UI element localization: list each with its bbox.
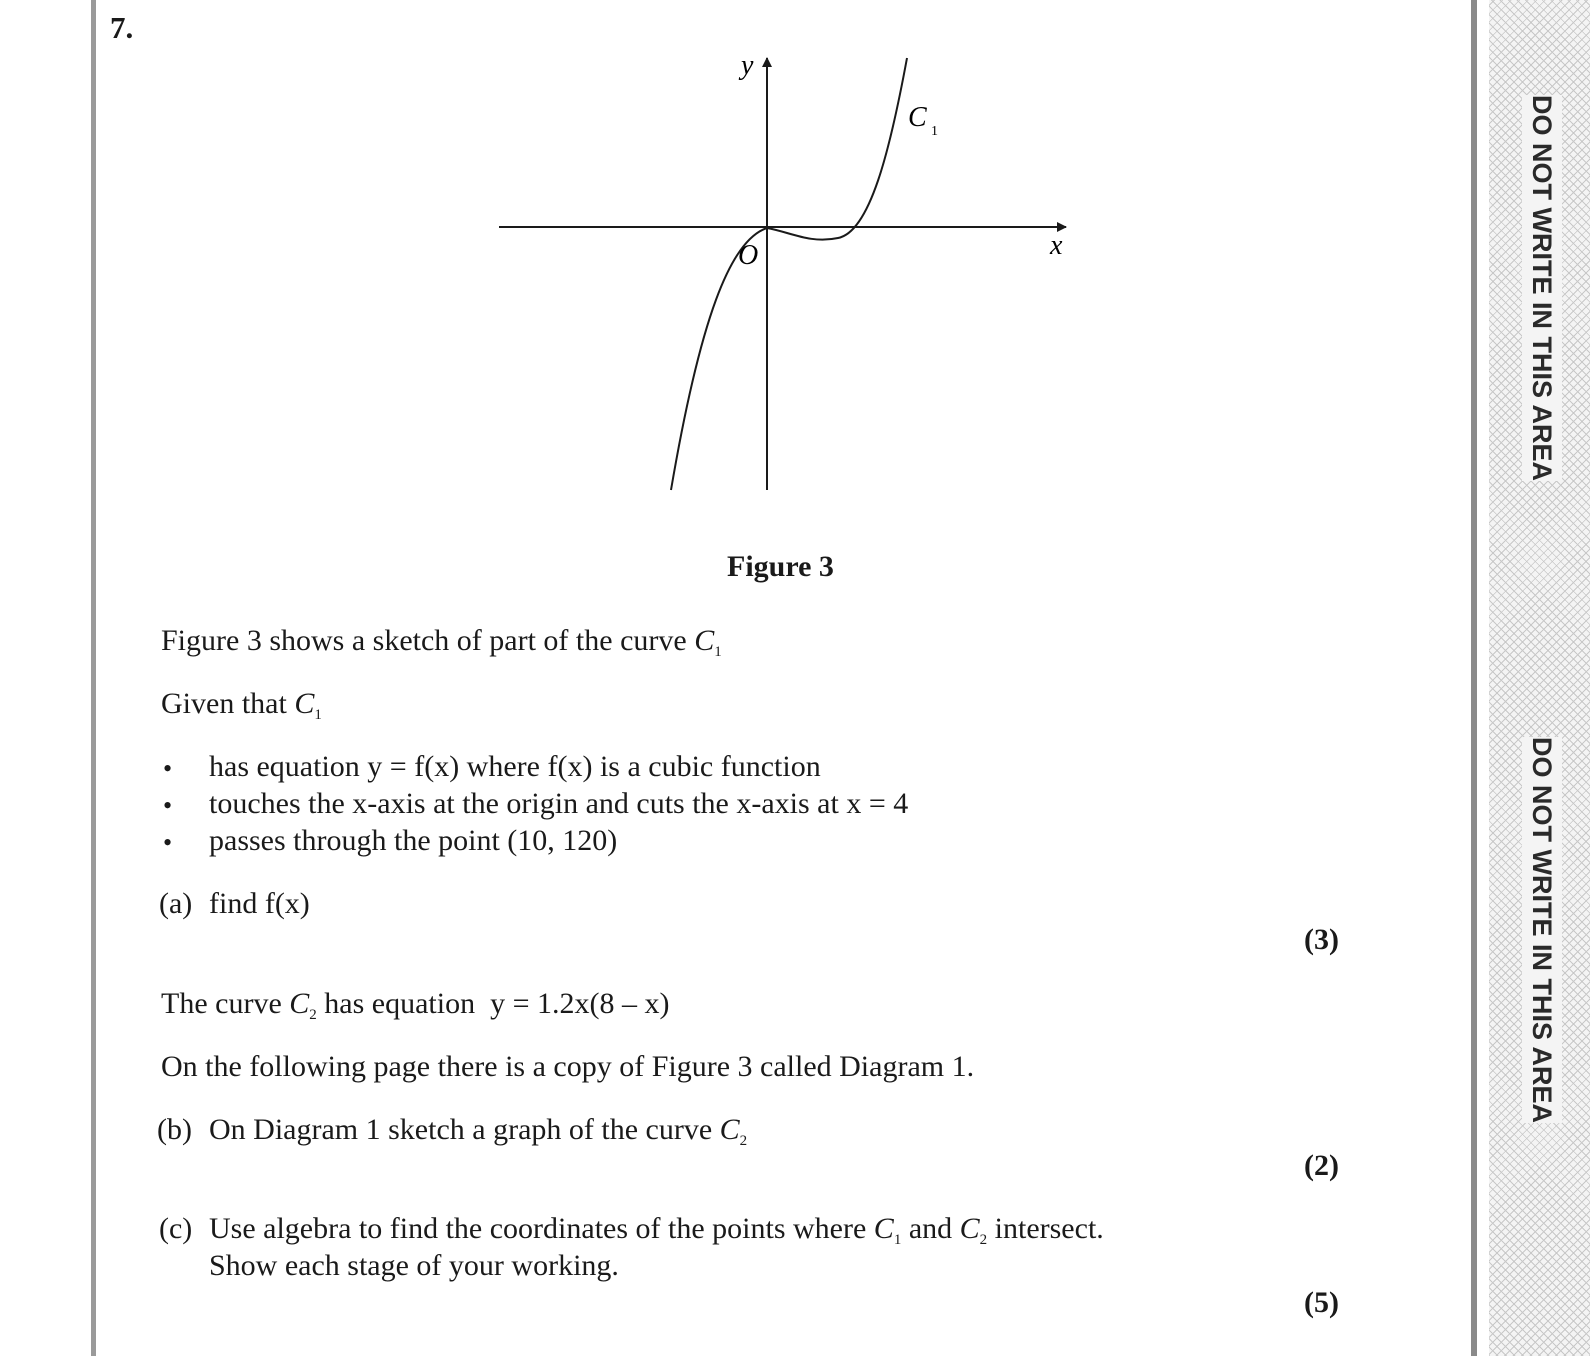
part-b-label: (b) (157, 1113, 192, 1146)
margin-notice-top: DO NOT WRITE IN THIS AREA (1522, 95, 1562, 481)
part-b-marks: (2) (1304, 1149, 1339, 1182)
y-axis-label: y (741, 50, 754, 81)
following-page-note: On the following page there is a copy of Figure 3 called Diagram 1. (161, 1050, 975, 1083)
margin-notice-bottom: DO NOT WRITE IN THIS AREA (1522, 737, 1562, 1123)
intro-line-1: Figure 3 shows a sketch of part of the curve $C_1$ (161, 624, 722, 660)
figure-caption: Figure 3 (727, 550, 834, 583)
curve-label-c1: C (908, 102, 927, 133)
curve2-statement: The curve $C_2$ has equation y = 1.2x(8 – x) (161, 987, 670, 1023)
part-b-text: On Diagram 1 sketch a graph of the curve $C_2$ (209, 1113, 748, 1149)
curve-c1 (671, 58, 907, 490)
question-number: 7. (110, 10, 134, 45)
part-a-marks: (3) (1304, 923, 1339, 956)
figure-3-graph (0, 0, 1590, 600)
bullet-2: touches the x-axis at the origin and cuts the x-axis at x = 4 (209, 787, 909, 820)
part-c-marks: (5) (1304, 1286, 1339, 1319)
x-axis-label: x (1050, 230, 1063, 261)
part-c-line-2: Show each stage of your working. (209, 1249, 619, 1282)
bullet-dot: • (163, 828, 173, 857)
bullet-3: passes through the point (10, 120) (209, 824, 618, 857)
origin-label: O (738, 240, 759, 271)
intro-line-2: Given that $C_1$ (161, 687, 322, 723)
bullet-dot: • (163, 791, 173, 820)
part-c-text: Use algebra to find the coordinates of the points where $C_1$ and $C_2$ intersect. (209, 1212, 1104, 1248)
bullet-1: has equation y = f(x) where f(x) is a cubic function (209, 750, 821, 783)
part-a-text: find f(x) (209, 887, 310, 920)
part-a-label: (a) (159, 887, 193, 920)
part-c-label: (c) (159, 1212, 193, 1245)
bullet-dot: • (163, 754, 173, 783)
curve-label-c1-sub: 1 (931, 124, 938, 139)
